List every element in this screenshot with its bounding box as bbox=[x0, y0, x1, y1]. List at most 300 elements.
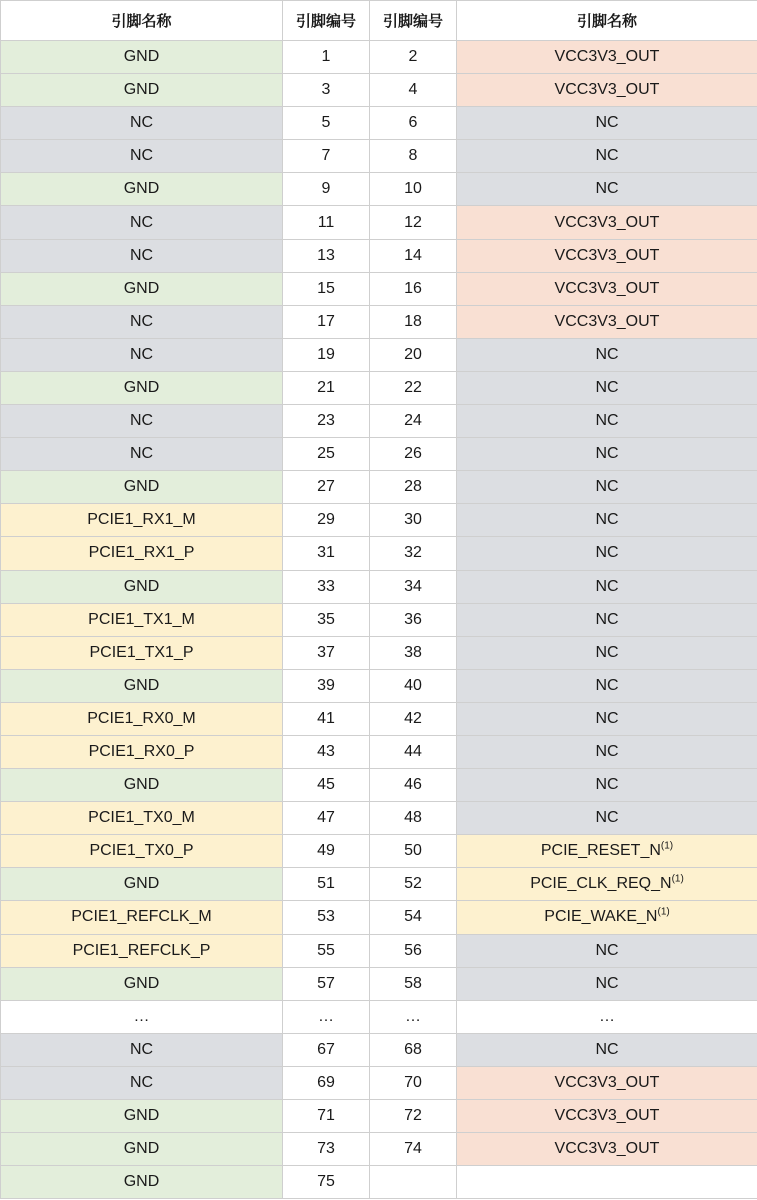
left-pin-number-text: 27 bbox=[317, 478, 335, 496]
right-pin-number bbox=[370, 967, 457, 1000]
left-pin-number-text: 5 bbox=[321, 114, 331, 132]
right-pin-name bbox=[457, 1166, 757, 1199]
right-pin-name-text: NC bbox=[595, 412, 619, 430]
left-pin-number-text: 35 bbox=[317, 610, 335, 628]
right-pin-name bbox=[457, 1100, 757, 1133]
left-pin-number bbox=[283, 338, 370, 371]
right-pin-name bbox=[457, 901, 757, 934]
table-row bbox=[1, 206, 757, 239]
left-pin-name-text: PCIE1_RX0_M bbox=[87, 709, 196, 727]
left-pin-number-text: 51 bbox=[317, 875, 335, 893]
left-pin-name-text: NC bbox=[129, 345, 154, 363]
right-pin-number-text: 54 bbox=[404, 908, 422, 926]
left-pin-name-text: GND bbox=[123, 974, 160, 992]
left-pin-number-text: … bbox=[318, 1007, 334, 1025]
right-pin-name-text: NC bbox=[595, 147, 619, 165]
left-pin-name-text: GND bbox=[123, 1107, 160, 1125]
left-pin-name bbox=[1, 901, 283, 934]
left-pin-number bbox=[283, 405, 370, 438]
header-left-pin-number: 引脚编号 bbox=[283, 1, 370, 41]
left-pin-name-text: NC bbox=[129, 445, 154, 463]
right-pin-number bbox=[370, 107, 457, 140]
right-pin-name bbox=[457, 206, 757, 239]
right-pin-number bbox=[370, 405, 457, 438]
right-pin-name-text: PCIE_RESET_N bbox=[540, 842, 661, 860]
table-row bbox=[1, 107, 757, 140]
left-pin-name bbox=[1, 570, 283, 603]
left-pin-name-text: GND bbox=[123, 875, 160, 893]
left-pin-name-text: NC bbox=[129, 412, 154, 430]
right-pin-number-text: 38 bbox=[404, 643, 422, 661]
right-pin-name-text: PCIE_CLK_REQ_N bbox=[530, 875, 672, 893]
table-row bbox=[1, 769, 757, 802]
right-pin-name-text: VCC3V3_OUT bbox=[554, 312, 660, 330]
left-pin-number-text: 23 bbox=[317, 412, 335, 430]
left-pin-name-text: GND bbox=[123, 279, 160, 297]
right-pin-number-text: 42 bbox=[404, 709, 422, 727]
table-row bbox=[1, 537, 757, 570]
right-pin-name-text: NC bbox=[595, 676, 619, 694]
left-pin-number bbox=[283, 41, 370, 74]
table-row bbox=[1, 603, 757, 636]
left-pin-name-text: NC bbox=[129, 246, 154, 264]
left-pin-number-text: 37 bbox=[317, 643, 335, 661]
left-pin-number-text: 67 bbox=[317, 1040, 335, 1058]
left-pin-number bbox=[283, 1166, 370, 1199]
right-pin-number-text: 14 bbox=[404, 246, 422, 264]
right-pin-name-text: NC bbox=[595, 577, 619, 595]
right-pin-number-text: 2 bbox=[408, 48, 418, 66]
table-row bbox=[1, 901, 757, 934]
right-pin-name bbox=[457, 769, 757, 802]
right-pin-number bbox=[370, 471, 457, 504]
left-pin-number-text: 19 bbox=[317, 345, 335, 363]
table-row bbox=[1, 438, 757, 471]
right-pin-number bbox=[370, 835, 457, 868]
header-left-pin-name: 引脚名称 bbox=[1, 1, 283, 41]
header-row bbox=[1, 1, 757, 41]
left-pin-name-text: GND bbox=[123, 776, 160, 794]
right-pin-number-text: 68 bbox=[404, 1040, 422, 1058]
table-row bbox=[1, 471, 757, 504]
left-pin-number bbox=[283, 107, 370, 140]
left-pin-name bbox=[1, 1000, 283, 1033]
right-pin-name-text: VCC3V3_OUT bbox=[554, 48, 660, 66]
footnote-marker: (1) bbox=[660, 840, 674, 852]
right-pin-name-text: NC bbox=[595, 114, 619, 132]
right-pin-number-text: 58 bbox=[404, 974, 422, 992]
left-pin-name bbox=[1, 934, 283, 967]
right-pin-name bbox=[457, 835, 757, 868]
left-pin-number bbox=[283, 835, 370, 868]
right-pin-number-text: 56 bbox=[404, 941, 422, 959]
right-pin-name-text: NC bbox=[595, 776, 619, 794]
right-pin-number-text: 74 bbox=[404, 1140, 422, 1158]
left-pin-number-text: 21 bbox=[317, 378, 335, 396]
table-row bbox=[1, 371, 757, 404]
table-row bbox=[1, 735, 757, 768]
left-pin-name-text: GND bbox=[123, 577, 160, 595]
left-pin-name-text: NC bbox=[129, 1040, 154, 1058]
left-pin-name bbox=[1, 74, 283, 107]
table-row bbox=[1, 405, 757, 438]
right-pin-number bbox=[370, 802, 457, 835]
left-pin-number-text: 9 bbox=[321, 180, 331, 198]
right-pin-name bbox=[457, 934, 757, 967]
right-pin-name bbox=[457, 140, 757, 173]
right-pin-name bbox=[457, 702, 757, 735]
right-pin-name-text: NC bbox=[595, 974, 619, 992]
left-pin-number-text: 45 bbox=[317, 776, 335, 794]
right-pin-number-text: 72 bbox=[404, 1107, 422, 1125]
left-pin-number bbox=[283, 967, 370, 1000]
left-pin-number-text: 57 bbox=[317, 974, 335, 992]
left-pin-name bbox=[1, 868, 283, 901]
left-pin-number bbox=[283, 669, 370, 702]
left-pin-number-text: 25 bbox=[317, 445, 335, 463]
right-pin-number bbox=[370, 371, 457, 404]
left-pin-name bbox=[1, 471, 283, 504]
right-pin-name-text: NC bbox=[595, 478, 619, 496]
table-row bbox=[1, 967, 757, 1000]
left-pin-number-text: 29 bbox=[317, 511, 335, 529]
right-pin-name-text: NC bbox=[595, 743, 619, 761]
table-row bbox=[1, 1033, 757, 1066]
left-pin-number bbox=[283, 471, 370, 504]
right-pin-number bbox=[370, 504, 457, 537]
left-pin-name-text: GND bbox=[123, 81, 160, 99]
right-pin-name bbox=[457, 41, 757, 74]
right-pin-number bbox=[370, 702, 457, 735]
right-pin-name-text: NC bbox=[595, 445, 619, 463]
right-pin-name bbox=[457, 802, 757, 835]
right-pin-number-text: 22 bbox=[404, 378, 422, 396]
table-row bbox=[1, 504, 757, 537]
left-pin-name-text: PCIE1_RX0_P bbox=[88, 743, 195, 761]
left-pin-name bbox=[1, 1166, 283, 1199]
table-row bbox=[1, 140, 757, 173]
right-pin-name bbox=[457, 603, 757, 636]
right-pin-name bbox=[457, 669, 757, 702]
left-pin-number bbox=[283, 702, 370, 735]
left-pin-number-text: 49 bbox=[317, 842, 335, 860]
left-pin-number-text: 7 bbox=[321, 147, 331, 165]
right-pin-number-text: 32 bbox=[404, 544, 422, 562]
right-pin-number bbox=[370, 1033, 457, 1066]
table-row bbox=[1, 1000, 757, 1033]
left-pin-name bbox=[1, 1066, 283, 1099]
left-pin-name-text: PCIE1_TX1_P bbox=[89, 643, 194, 661]
left-pin-name-text: PCIE1_TX1_M bbox=[88, 610, 195, 628]
left-pin-name-text: PCIE1_TX0_P bbox=[89, 842, 194, 860]
table-row bbox=[1, 669, 757, 702]
left-pin-number-text: 41 bbox=[317, 709, 335, 727]
right-pin-name bbox=[457, 1000, 757, 1033]
right-pin-name-text: VCC3V3_OUT bbox=[554, 213, 660, 231]
right-pin-number bbox=[370, 934, 457, 967]
left-pin-number-text: 33 bbox=[317, 577, 335, 595]
left-pin-name-text: … bbox=[133, 1007, 150, 1025]
left-pin-name-text: PCIE1_REFCLK_M bbox=[71, 908, 212, 926]
right-pin-number-text: 20 bbox=[404, 345, 422, 363]
right-pin-number-text: 12 bbox=[404, 213, 422, 231]
left-pin-name bbox=[1, 140, 283, 173]
left-pin-number bbox=[283, 371, 370, 404]
right-pin-name bbox=[457, 537, 757, 570]
right-pin-number-text: 30 bbox=[404, 511, 422, 529]
right-pin-name-text: NC bbox=[595, 941, 619, 959]
left-pin-name bbox=[1, 438, 283, 471]
pin-table-header bbox=[1, 1, 757, 41]
table-row bbox=[1, 802, 757, 835]
left-pin-name bbox=[1, 769, 283, 802]
left-pin-number bbox=[283, 1133, 370, 1166]
right-pin-name bbox=[457, 74, 757, 107]
table-row bbox=[1, 1166, 757, 1199]
left-pin-name bbox=[1, 405, 283, 438]
left-pin-number bbox=[283, 537, 370, 570]
right-pin-number-text: 36 bbox=[404, 610, 422, 628]
right-pin-number-text: 6 bbox=[408, 114, 418, 132]
right-pin-number bbox=[370, 1133, 457, 1166]
right-pin-name-text: VCC3V3_OUT bbox=[554, 1073, 660, 1091]
right-pin-name-text: NC bbox=[595, 809, 619, 827]
left-pin-number bbox=[283, 603, 370, 636]
table-row bbox=[1, 305, 757, 338]
left-pin-number bbox=[283, 769, 370, 802]
right-pin-name bbox=[457, 272, 757, 305]
right-pin-name-text: NC bbox=[595, 378, 619, 396]
right-pin-name bbox=[457, 1133, 757, 1166]
left-pin-name-text: NC bbox=[129, 1073, 154, 1091]
right-pin-number-text: … bbox=[405, 1007, 421, 1025]
right-pin-number-text: 8 bbox=[408, 147, 418, 165]
left-pin-number bbox=[283, 1033, 370, 1066]
right-pin-name-text: NC bbox=[595, 643, 619, 661]
right-pin-number-text: 18 bbox=[404, 312, 422, 330]
right-pin-name-text: NC bbox=[595, 345, 619, 363]
left-pin-number bbox=[283, 206, 370, 239]
left-pin-name-text: GND bbox=[123, 378, 160, 396]
right-pin-number-text: 46 bbox=[404, 776, 422, 794]
left-pin-number bbox=[283, 901, 370, 934]
left-pin-number bbox=[283, 934, 370, 967]
left-pin-name-text: NC bbox=[129, 147, 154, 165]
left-pin-number-text: 73 bbox=[317, 1140, 335, 1158]
table-row bbox=[1, 934, 757, 967]
right-pin-number bbox=[370, 239, 457, 272]
right-pin-number bbox=[370, 305, 457, 338]
right-pin-name bbox=[457, 967, 757, 1000]
left-pin-name bbox=[1, 1033, 283, 1066]
right-pin-number bbox=[370, 41, 457, 74]
table-row bbox=[1, 868, 757, 901]
left-pin-number-text: 55 bbox=[317, 941, 335, 959]
right-pin-name bbox=[457, 636, 757, 669]
right-pin-name bbox=[457, 107, 757, 140]
right-pin-number-text: 48 bbox=[404, 809, 422, 827]
table-row bbox=[1, 272, 757, 305]
left-pin-name-text: GND bbox=[123, 1173, 160, 1191]
right-pin-name-text: NC bbox=[595, 511, 619, 529]
left-pin-name-text: GND bbox=[123, 180, 160, 198]
table-row bbox=[1, 239, 757, 272]
left-pin-number bbox=[283, 735, 370, 768]
table-row bbox=[1, 41, 757, 74]
right-pin-number-text: 24 bbox=[404, 412, 422, 430]
right-pin-number bbox=[370, 206, 457, 239]
left-pin-name bbox=[1, 603, 283, 636]
right-pin-name-text: VCC3V3_OUT bbox=[554, 81, 660, 99]
left-pin-name bbox=[1, 835, 283, 868]
left-pin-number bbox=[283, 570, 370, 603]
right-pin-name bbox=[457, 239, 757, 272]
right-pin-number bbox=[370, 74, 457, 107]
left-pin-number bbox=[283, 239, 370, 272]
right-pin-number bbox=[370, 570, 457, 603]
left-pin-number bbox=[283, 74, 370, 107]
table-row bbox=[1, 636, 757, 669]
right-pin-number-text: 16 bbox=[404, 279, 422, 297]
left-pin-name bbox=[1, 802, 283, 835]
table-row bbox=[1, 702, 757, 735]
right-pin-number bbox=[370, 901, 457, 934]
right-pin-number-text: 70 bbox=[404, 1073, 422, 1091]
right-pin-name-text: NC bbox=[595, 610, 619, 628]
left-pin-number bbox=[283, 140, 370, 173]
right-pin-number bbox=[370, 735, 457, 768]
right-pin-name-text: NC bbox=[595, 544, 619, 562]
header-right-pin-name: 引脚名称 bbox=[457, 1, 757, 41]
left-pin-name bbox=[1, 338, 283, 371]
right-pin-number bbox=[370, 272, 457, 305]
left-pin-number-text: 71 bbox=[317, 1107, 335, 1125]
right-pin-number bbox=[370, 1000, 457, 1033]
left-pin-number bbox=[283, 802, 370, 835]
left-pin-name-text: NC bbox=[129, 213, 154, 231]
left-pin-number bbox=[283, 1066, 370, 1099]
left-pin-name bbox=[1, 1133, 283, 1166]
right-pin-name bbox=[457, 405, 757, 438]
right-pin-name bbox=[457, 338, 757, 371]
left-pin-name bbox=[1, 206, 283, 239]
header-right-pin-number: 引脚编号 bbox=[370, 1, 457, 41]
left-pin-name-text: PCIE1_RX1_M bbox=[87, 511, 196, 529]
left-pin-name bbox=[1, 173, 283, 206]
left-pin-name-text: NC bbox=[129, 312, 154, 330]
right-pin-name-text: VCC3V3_OUT bbox=[554, 279, 660, 297]
right-pin-name bbox=[457, 1033, 757, 1066]
left-pin-number bbox=[283, 868, 370, 901]
right-pin-number bbox=[370, 636, 457, 669]
left-pin-number-text: 31 bbox=[317, 544, 335, 562]
right-pin-number-text: 34 bbox=[404, 577, 422, 595]
pin-table-body bbox=[1, 41, 757, 1199]
left-pin-name bbox=[1, 702, 283, 735]
table-row bbox=[1, 1133, 757, 1166]
left-pin-name bbox=[1, 272, 283, 305]
right-pin-name bbox=[457, 438, 757, 471]
right-pin-name-text: PCIE_WAKE_N bbox=[544, 908, 658, 926]
right-pin-name-text: NC bbox=[595, 1040, 619, 1058]
right-pin-name bbox=[457, 1066, 757, 1099]
table-row bbox=[1, 74, 757, 107]
right-pin-name bbox=[457, 173, 757, 206]
left-pin-number bbox=[283, 1100, 370, 1133]
left-pin-number bbox=[283, 272, 370, 305]
right-pin-number bbox=[370, 1166, 457, 1199]
right-pin-number-text: 52 bbox=[404, 875, 422, 893]
table-row bbox=[1, 173, 757, 206]
left-pin-number-text: 53 bbox=[317, 908, 335, 926]
left-pin-number-text: 1 bbox=[321, 48, 331, 66]
left-pin-name bbox=[1, 239, 283, 272]
right-pin-name-text: VCC3V3_OUT bbox=[554, 1140, 660, 1158]
left-pin-number-text: 13 bbox=[317, 246, 335, 264]
left-pin-name-text: GND bbox=[123, 478, 160, 496]
right-pin-number bbox=[370, 603, 457, 636]
left-pin-name bbox=[1, 1100, 283, 1133]
left-pin-name-text: PCIE1_RX1_P bbox=[88, 544, 195, 562]
left-pin-number-text: 69 bbox=[317, 1073, 335, 1091]
left-pin-name bbox=[1, 107, 283, 140]
left-pin-number-text: 17 bbox=[317, 312, 335, 330]
right-pin-number-text: 40 bbox=[404, 676, 422, 694]
left-pin-name-text: NC bbox=[129, 114, 154, 132]
left-pin-number bbox=[283, 173, 370, 206]
right-pin-number bbox=[370, 338, 457, 371]
left-pin-name bbox=[1, 735, 283, 768]
right-pin-number bbox=[370, 769, 457, 802]
left-pin-number-text: 39 bbox=[317, 676, 335, 694]
left-pin-name-text: GND bbox=[123, 48, 160, 66]
table-row bbox=[1, 835, 757, 868]
left-pin-number bbox=[283, 504, 370, 537]
left-pin-name-text: GND bbox=[123, 676, 160, 694]
right-pin-number-text: 44 bbox=[404, 743, 422, 761]
right-pin-number-text: 4 bbox=[408, 81, 418, 99]
left-pin-name-text: PCIE1_REFCLK_P bbox=[72, 941, 211, 959]
left-pin-name bbox=[1, 504, 283, 537]
right-pin-number-text: 28 bbox=[404, 478, 422, 496]
right-pin-number bbox=[370, 537, 457, 570]
right-pin-name-text: VCC3V3_OUT bbox=[554, 246, 660, 264]
left-pin-number bbox=[283, 438, 370, 471]
left-pin-number-text: 15 bbox=[317, 279, 335, 297]
right-pin-number bbox=[370, 140, 457, 173]
left-pin-number bbox=[283, 636, 370, 669]
right-pin-number bbox=[370, 669, 457, 702]
right-pin-name bbox=[457, 570, 757, 603]
right-pin-name-text: VCC3V3_OUT bbox=[554, 1107, 660, 1125]
left-pin-name bbox=[1, 636, 283, 669]
left-pin-number-text: 43 bbox=[317, 743, 335, 761]
right-pin-name bbox=[457, 735, 757, 768]
left-pin-name bbox=[1, 537, 283, 570]
right-pin-number bbox=[370, 1100, 457, 1133]
right-pin-name bbox=[457, 471, 757, 504]
left-pin-name bbox=[1, 669, 283, 702]
right-pin-number bbox=[370, 868, 457, 901]
left-pin-number bbox=[283, 1000, 370, 1033]
right-pin-number bbox=[370, 173, 457, 206]
footnote-marker: (1) bbox=[657, 907, 670, 919]
right-pin-number bbox=[370, 1066, 457, 1099]
right-pin-name bbox=[457, 504, 757, 537]
left-pin-name bbox=[1, 305, 283, 338]
table-row bbox=[1, 1100, 757, 1133]
left-pin-name bbox=[1, 41, 283, 74]
